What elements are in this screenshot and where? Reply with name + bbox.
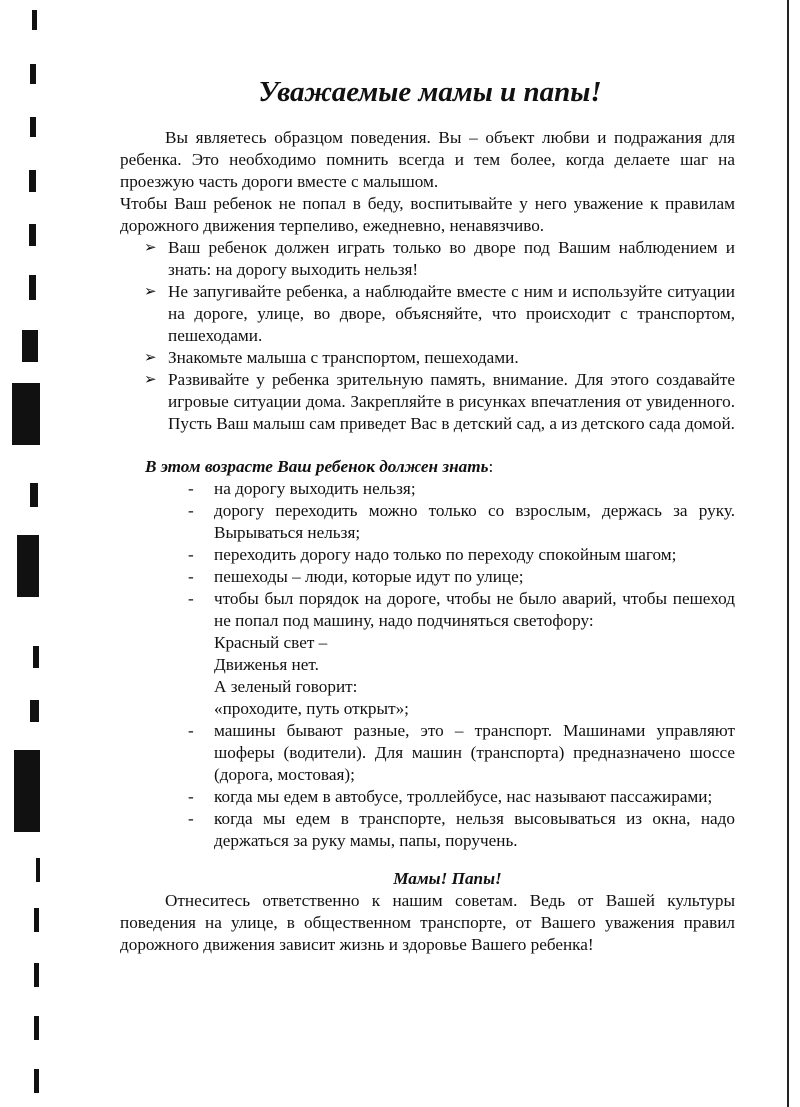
knowledge-list-continued bbox=[120, 720, 735, 852]
knowledge-text: машины бывают разные, это – транспорт. Машинами управляют шоферы (водители). Для машин (транспорта) предназначено шоссе (дорога, мостовая); bbox=[214, 721, 735, 784]
arrow-bullet-icon: ➢ bbox=[144, 284, 157, 300]
advice-text: Не запугивайте ребенка, а наблюдайте вместе с ним и используйте ситуации на дороге, улице, во дворе, объясняйте, что происходит с транспортом, пешеходами. bbox=[168, 282, 735, 345]
knowledge-text: когда мы едем в транспорте, нельзя высовываться из окна, надо держаться за руку мамы, папы, поручень. bbox=[214, 809, 735, 850]
advice-item bbox=[120, 237, 735, 281]
knowledge-text: когда мы едем в автобусе, троллейбусе, нас называют пассажирами; bbox=[214, 787, 713, 806]
dash-bullet: - bbox=[188, 589, 194, 608]
dash-bullet: - bbox=[188, 567, 194, 586]
closing-heading: Мамы! Папы! bbox=[393, 869, 502, 888]
arrow-bullet-icon: ➢ bbox=[144, 372, 157, 388]
advice-text: Ваш ребенок должен играть только во дворе под Вашим наблюдением и знать: на дорогу выходить нельзя! bbox=[168, 238, 735, 279]
knowledge-list bbox=[120, 478, 735, 632]
knowledge-text: дорогу переходить можно только со взрослым, держась за руку. Вырываться нельзя; bbox=[214, 501, 735, 542]
knowledge-item bbox=[120, 786, 735, 808]
knowledge-heading-text: В этом возрасте Ваш ребенок должен знать bbox=[145, 457, 489, 476]
document-body bbox=[120, 127, 735, 956]
dash-bullet: - bbox=[188, 809, 194, 828]
knowledge-text: переходить дорогу надо только по переходу спокойным шагом; bbox=[214, 545, 677, 564]
page-edge-line bbox=[787, 0, 789, 1107]
dash-bullet: - bbox=[188, 721, 194, 740]
advice-list bbox=[120, 237, 735, 435]
intro-paragraph-1: Вы являетесь образцом поведения. Вы – объект любви и подражания для ребенка. Это необходимо помнить всегда и тем более, когда делаете шаг на проезжую часть дороги вместе с малышом. bbox=[120, 128, 735, 191]
poem-line: «проходите, путь открыт»; bbox=[214, 699, 409, 718]
traffic-light-poem bbox=[120, 632, 735, 720]
poem-line: Движенья нет. bbox=[214, 655, 319, 674]
knowledge-text: на дорогу выходить нельзя; bbox=[214, 479, 416, 498]
poem-line: А зеленый говорит: bbox=[214, 677, 358, 696]
advice-item bbox=[120, 347, 735, 369]
poem-line: Красный свет – bbox=[214, 633, 328, 652]
dash-bullet: - bbox=[188, 479, 194, 498]
knowledge-item bbox=[120, 720, 735, 786]
arrow-bullet-icon: ➢ bbox=[144, 240, 157, 256]
knowledge-item bbox=[120, 478, 735, 500]
advice-item bbox=[120, 281, 735, 347]
dash-bullet: - bbox=[188, 501, 194, 520]
binder-hole-marks bbox=[0, 0, 40, 1107]
dash-bullet: - bbox=[188, 787, 194, 806]
knowledge-heading-colon: : bbox=[488, 457, 494, 476]
knowledge-heading bbox=[120, 456, 735, 478]
knowledge-item bbox=[120, 544, 735, 566]
page-title: Уважаемые мамы и папы! bbox=[258, 76, 602, 108]
dash-bullet: - bbox=[188, 545, 194, 564]
arrow-bullet-icon: ➢ bbox=[144, 350, 157, 366]
knowledge-item bbox=[120, 808, 735, 852]
knowledge-text: пешеходы – люди, которые идут по улице; bbox=[214, 567, 524, 586]
knowledge-item bbox=[120, 588, 735, 632]
advice-text: Развивайте у ребенка зрительную память, внимание. Для этого создавайте игровые ситуации дома. Закрепляйте в рисунках впечатления от увиденного. Пусть Ваш малыш сам приведет Вас в детский сад, а из детского сада домой. bbox=[168, 370, 735, 433]
knowledge-item bbox=[120, 500, 735, 544]
knowledge-text: чтобы был порядок на дороге, чтобы не было аварий, чтобы пешеход не попал под машину, надо подчиняться светофору: bbox=[214, 589, 735, 630]
closing-paragraph: Отнеситесь ответственно к нашим советам. Ведь от Вашей культуры поведения на улице, в общественном транспорте, от Вашего уважения правил дорожного движения зависит жизнь и здоровье Вашего ребенка! bbox=[120, 891, 735, 954]
advice-item bbox=[120, 369, 735, 435]
advice-text: Знакомьте малыша с транспортом, пешеходами. bbox=[168, 348, 519, 367]
knowledge-item bbox=[120, 566, 735, 588]
intro-paragraph-2: Чтобы Ваш ребенок не попал в беду, воспитывайте у него уважение к правилам дорожного движения терпеливо, ежедневно, ненавязчиво. bbox=[120, 194, 735, 235]
